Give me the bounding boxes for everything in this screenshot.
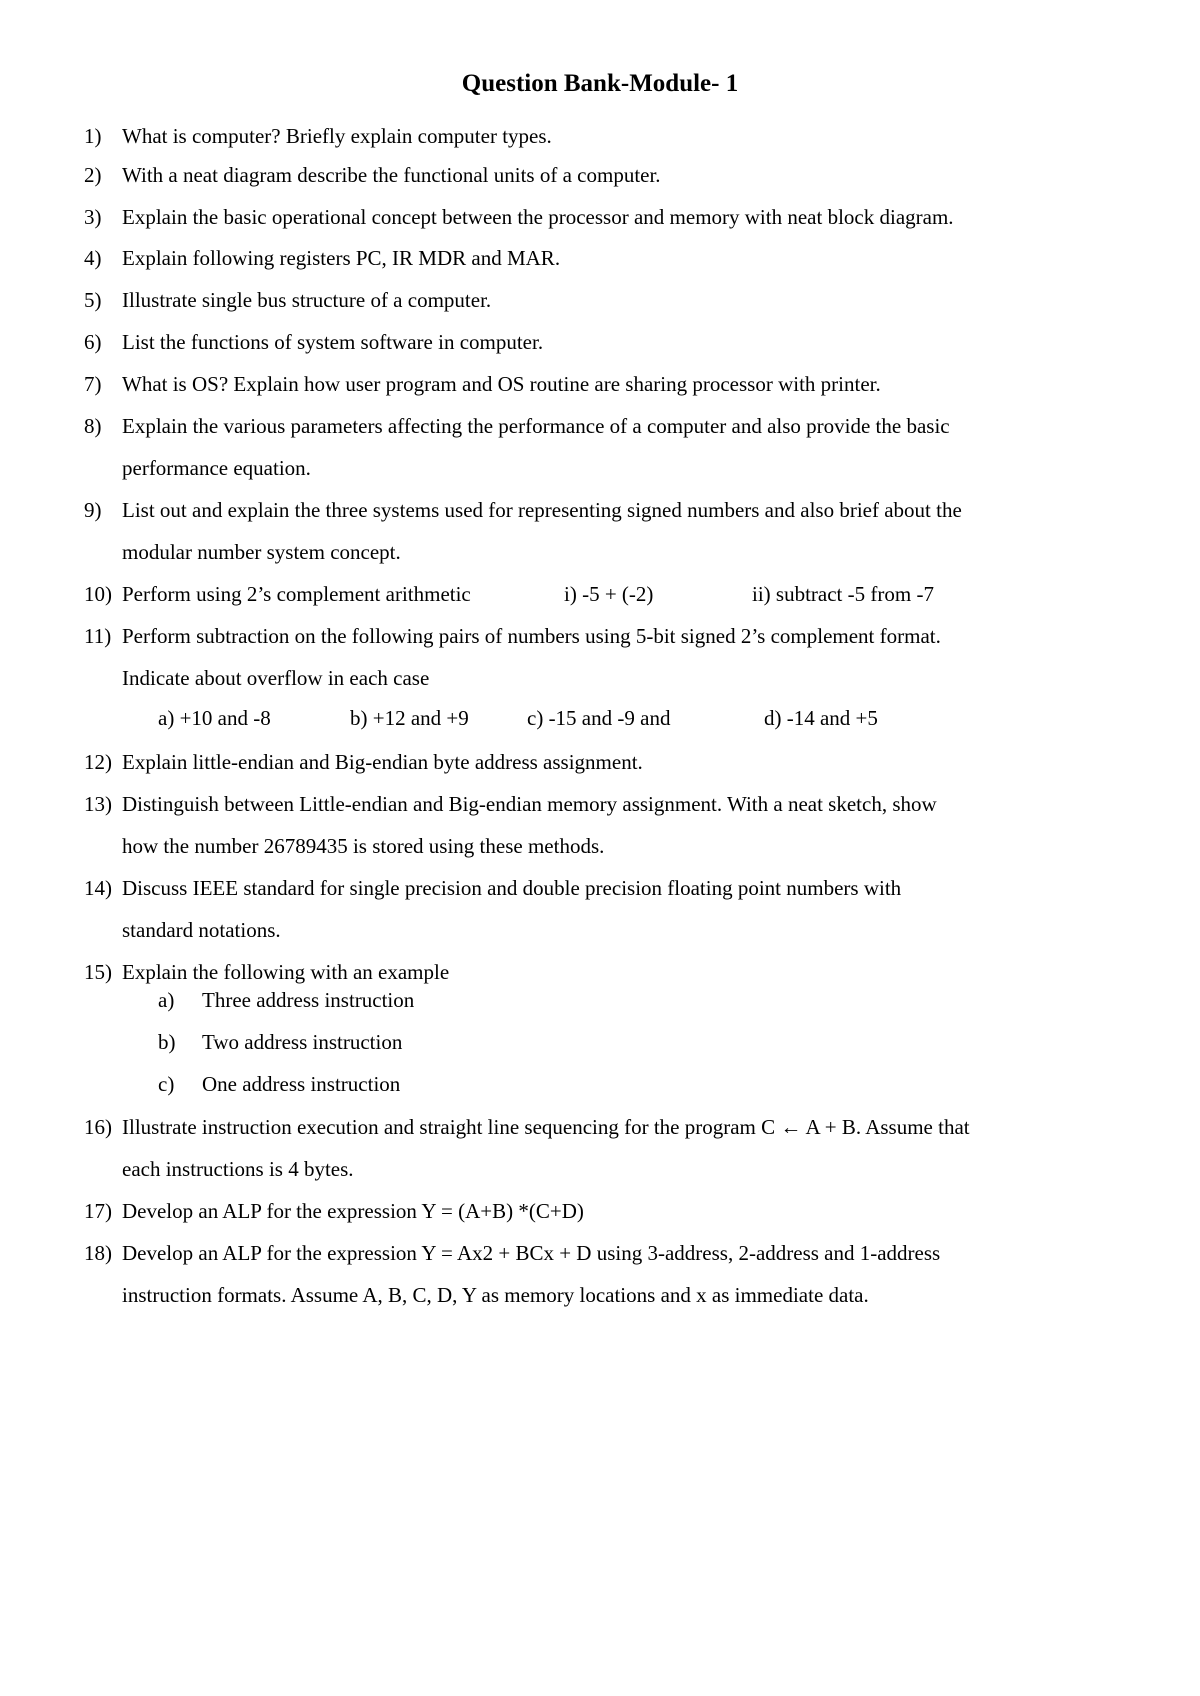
question-number: 17) (84, 1199, 112, 1223)
question-part: a) +10 and -8 (158, 706, 271, 730)
question-part-label: a) (158, 988, 175, 1012)
question-part: Three address instruction (202, 988, 415, 1012)
question-part: One address instruction (202, 1072, 401, 1096)
question-number: 1) (84, 124, 102, 148)
question-text: What is OS? Explain how user program and OS routine are sharing processor with printer. (122, 372, 881, 396)
question-part: d) -14 and +5 (764, 706, 878, 730)
question-text: Illustrate single bus structure of a computer. (122, 288, 492, 312)
question-part-label: b) (158, 1030, 176, 1054)
question-text: What is computer? Briefly explain computer types. (122, 124, 552, 148)
question-text: List out and explain the three systems used for representing signed numbers and also brief about the (122, 498, 962, 522)
question-part: ii) subtract -5 from -7 (752, 582, 934, 606)
question-text-continued: instruction formats. Assume A, B, C, D, Y as memory locations and x as immediate data. (122, 1283, 869, 1307)
question-part: b) +12 and +9 (350, 706, 469, 730)
question-number: 2) (84, 163, 102, 187)
question-text: Illustrate instruction execution and straight line sequencing for the program C ← A + B. Assume that (122, 1115, 970, 1139)
question-text: Perform using 2’s complement arithmetic (122, 582, 471, 606)
question-text: Distinguish between Little-endian and Big-endian memory assignment. With a neat sketch, show (122, 792, 937, 816)
question-text-continued: modular number system concept. (122, 540, 401, 564)
question-text: With a neat diagram describe the functional units of a computer. (122, 163, 661, 187)
question-number: 4) (84, 246, 102, 270)
question-number: 13) (84, 792, 112, 816)
question-number: 7) (84, 372, 102, 396)
question-text: Explain the basic operational concept between the processor and memory with neat block diagram. (122, 205, 954, 229)
question-text-continued: Indicate about overflow in each case (122, 666, 430, 690)
question-number: 5) (84, 288, 102, 312)
question-number: 3) (84, 205, 102, 229)
question-text-continued: each instructions is 4 bytes. (122, 1157, 354, 1181)
question-number: 8) (84, 414, 102, 438)
question-number: 9) (84, 498, 102, 522)
question-text-continued: standard notations. (122, 918, 281, 942)
question-text: List the functions of system software in computer. (122, 330, 544, 354)
question-number: 10) (84, 582, 112, 606)
question-number: 14) (84, 876, 112, 900)
question-text-continued: how the number 26789435 is stored using these methods. (122, 834, 605, 858)
question-number: 15) (84, 960, 112, 984)
question-number: 11) (84, 624, 112, 648)
question-number: 12) (84, 750, 112, 774)
question-text: Develop an ALP for the expression Y = Ax2 + BCx + D using 3-address, 2-address and 1-address (122, 1241, 941, 1265)
question-text: Explain the following with an example (122, 960, 450, 984)
question-number: 6) (84, 330, 102, 354)
question-part: c) -15 and -9 and (527, 706, 671, 730)
question-text: Perform subtraction on the following pairs of numbers using 5-bit signed 2’s complement format. (122, 624, 941, 648)
question-part: i) -5 + (-2) (564, 582, 654, 606)
question-part-label: c) (158, 1072, 175, 1096)
question-part: Two address instruction (202, 1030, 403, 1054)
question-number: 16) (84, 1115, 112, 1139)
question-text-continued: performance equation. (122, 456, 311, 480)
page-title: Question Bank-Module- 1 (461, 70, 739, 97)
question-text: Explain following registers PC, IR MDR and MAR. (122, 246, 561, 270)
question-number: 18) (84, 1241, 112, 1265)
question-text: Explain little-endian and Big-endian byte address assignment. (122, 750, 643, 774)
question-text: Explain the various parameters affecting the performance of a computer and also provide the basic (122, 414, 950, 438)
question-text: Discuss IEEE standard for single precision and double precision floating point numbers with (122, 876, 902, 900)
question-text: Develop an ALP for the expression Y = (A+B) *(C+D) (122, 1199, 584, 1223)
